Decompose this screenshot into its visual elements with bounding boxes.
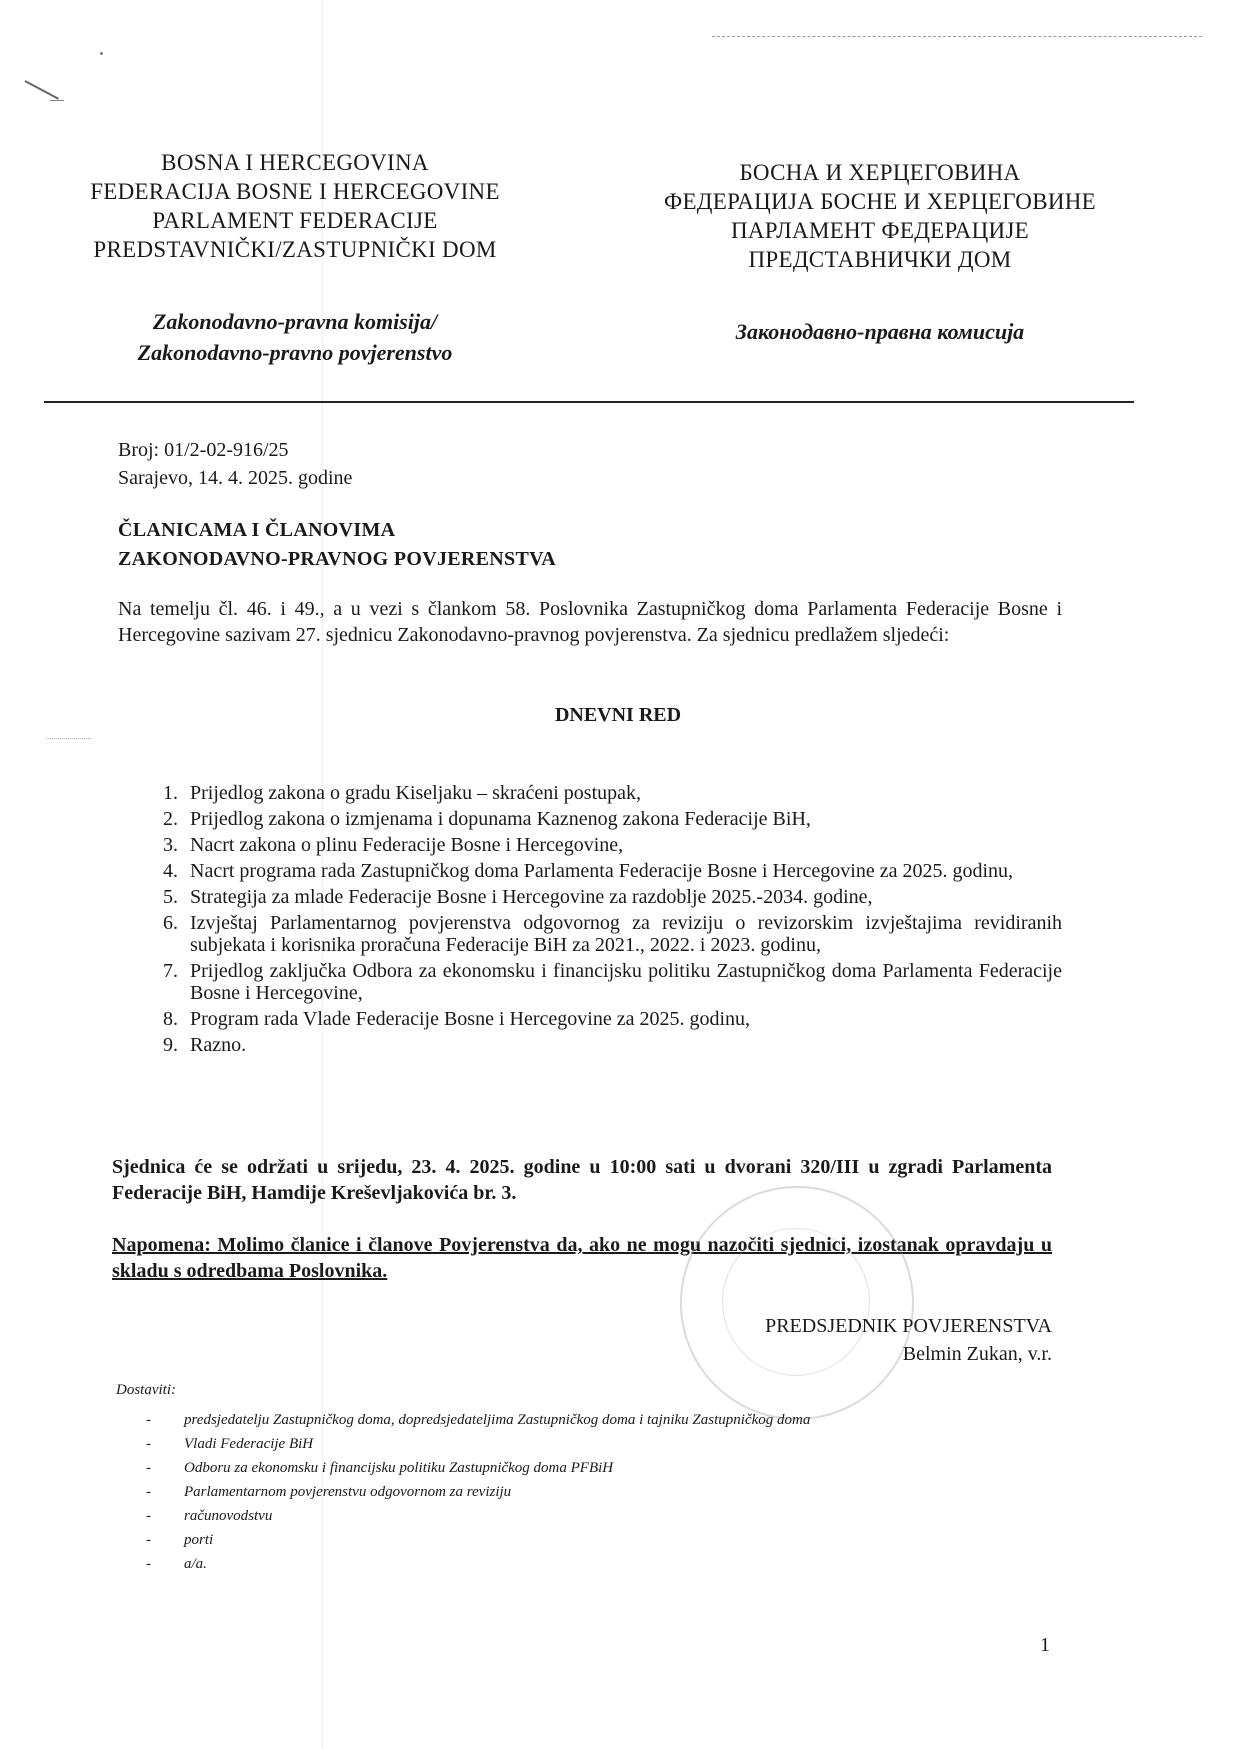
intro-paragraph: Na temelju čl. 46. i 49., a u vezi s člankom 58. Poslovnika Zastupničkog doma Parlamenta Federacije Bosne i Hercegovine sazivam 27. sjednicu Zakonodavno-pravnog povjerenstva. Za sjednicu predlažem sljedeći:	[118, 598, 1062, 646]
header-right-line: ФЕДЕРАЦИЈА БОСНЕ И ХЕРЦЕГОВИНЕ	[663, 189, 1097, 214]
header-right-line: ПАРЛАМЕНТ ФЕДЕРАЦИЈЕ	[730, 218, 1030, 243]
note: Napomena: Molimo članice i članove Povjerenstva da, ako ne mogu nazočiti sjednici, izostanak opravdaju u skladu s odredbama Poslovnika.	[112, 1234, 1052, 1282]
distribution-item-text: Vladi Federacije BiH	[184, 1436, 314, 1452]
agenda-item-text: Prijedlog zakona o gradu Kiseljaku – skraćeni postupak,	[190, 782, 641, 804]
header-left-line: PREDSTAVNIČKI/ZASTUPNIČKI DOM	[93, 237, 497, 262]
agenda-title: DNEVNI RED	[554, 704, 682, 726]
distribution-item-text: Parlamentarnom povjerenstvu odgovornom za reviziju	[184, 1484, 512, 1500]
agenda-item-number: 2.	[163, 808, 178, 830]
header-left-line: FEDERACIJA BOSNE I HERCEGOVINE	[90, 179, 500, 204]
committee-line: Zakonodavno-pravna komisija/	[152, 309, 438, 334]
agenda-list	[150, 782, 1062, 1060]
agenda-item-number: 6.	[163, 912, 178, 934]
agenda-item-text: Nacrt programa rada Zastupničkog doma Parlamenta Federacije Bosne i Hercegovine za 2025. godinu,	[190, 860, 1014, 882]
distribution-list	[140, 1408, 810, 1576]
agenda-item-text: Strategija za mlade Federacije Bosne i Hercegovine za razdoblje 2025.-2034. godine,	[190, 886, 873, 908]
agenda-item	[150, 860, 1062, 882]
agenda-item-number: 5.	[163, 886, 178, 908]
distribution-item-text: a/a.	[184, 1556, 207, 1572]
addressee-line: ČLANICAMA I ČLANOVIMA	[118, 519, 396, 541]
signature-name: Belmin Zukan, v.r.	[902, 1343, 1052, 1365]
agenda-item-text: Razno.	[190, 1034, 247, 1056]
header-right	[640, 158, 1120, 274]
header-left-line: PARLAMENT FEDERACIJE	[152, 208, 438, 233]
agenda-item	[150, 1034, 1062, 1056]
header-left-line: BOSNA I HERCEGOVINA	[161, 150, 429, 175]
agenda-item-number: 8.	[163, 1008, 178, 1030]
agenda-item-text: Nacrt zakona o plinu Federacije Bosne i Hercegovine,	[190, 834, 624, 856]
agenda-item	[150, 912, 1062, 956]
distribution-item: - Parlamentarnom povjerenstvu odgovornom za reviziju	[146, 1484, 512, 1500]
signature-block	[600, 1312, 1052, 1368]
header-left	[60, 148, 530, 264]
agenda-item-number: 9.	[163, 1034, 178, 1056]
addressee	[118, 516, 556, 574]
scan-dots	[46, 738, 91, 739]
document-number: Broj: 01/2-02-916/25	[118, 439, 289, 461]
distribution-item-text: Odboru za ekonomsku i financijsku politiku Zastupničkog doma PFBiH	[184, 1460, 614, 1476]
scan-mark	[50, 100, 64, 101]
agenda-item	[150, 782, 1062, 804]
agenda-item	[150, 960, 1062, 1004]
agenda-item	[150, 808, 1062, 830]
committee-name-latin	[60, 306, 530, 368]
session-notice: Sjednica će se održati u srijedu, 23. 4. 2025. godine u 10:00 sati u dvorani 320/III u zgradi Parlamenta Federacije BiH, Hamdije Kreševljakovića br. 3.	[112, 1156, 1052, 1204]
distribution-item-text: porti	[184, 1532, 214, 1548]
document-place-date: Sarajevo, 14. 4. 2025. godine	[118, 467, 353, 489]
agenda-item	[150, 886, 1062, 908]
distribution-item: - predsjedatelju Zastupničkog doma, dopredsjedateljima Zastupničkog doma i tajniku Zastupničkog doma	[146, 1412, 811, 1428]
committee-line: Zakonodavno-pravno povjerenstvo	[137, 340, 453, 365]
distribution-item: - porti	[146, 1532, 214, 1548]
scan-dot	[100, 52, 103, 55]
committee-name-cyrillic: Законодавно-правна комисија	[735, 319, 1025, 344]
signature-title: PREDSJEDNIK POVJERENSTVA	[765, 1315, 1052, 1337]
addressee-line: ZAKONODAVNO-PRAVNOG POVJERENSTVA	[118, 548, 556, 570]
distribution-item: - Vladi Federacije BiH	[146, 1436, 314, 1452]
distribution-item-text: računovodstvu	[184, 1508, 273, 1524]
distribution-item-text: predsjedatelju Zastupničkog doma, dopredsjedateljima Zastupničkog doma i tajniku Zastupničkog doma	[184, 1412, 811, 1428]
agenda-item	[150, 1008, 1062, 1030]
distribution-label: Dostaviti:	[116, 1382, 176, 1398]
scan-mark	[25, 80, 59, 100]
agenda-item-text: Prijedlog zakona o izmjenama i dopunama Kaznenog zakona Federacije BiH,	[190, 808, 811, 830]
distribution-item: - Odboru za ekonomsku i financijsku politiku Zastupničkog doma PFBiH	[146, 1460, 614, 1476]
agenda-item-number: 7.	[163, 960, 178, 982]
agenda-item-text: Prijedlog zaključka Odbora za ekonomsku i financijsku politiku Zastupničkog doma Parlamenta Federacije Bosne i Hercegovine,	[190, 960, 1062, 1004]
agenda-item-text: Izvještaj Parlamentarnog povjerenstva odgovornog za reviziju o revizorskim izvještajima revidiranih subjekata i korisnika proračuna Federacije BiH za 2021., 2022. i 2023. godinu,	[190, 912, 1062, 956]
official-stamp	[680, 1186, 914, 1420]
distribution-item: - računovodstvu	[146, 1508, 273, 1524]
header-divider	[44, 401, 1134, 403]
document-meta	[118, 436, 352, 492]
page-number: 1	[1040, 1634, 1050, 1656]
agenda-item-number: 4.	[163, 860, 178, 882]
agenda-item-number: 1.	[163, 782, 178, 804]
agenda-item-number: 3.	[163, 834, 178, 856]
header-right-line: ПРЕДСТАВНИЧКИ ДОМ	[748, 247, 1012, 272]
scan-top-rule	[712, 36, 1202, 37]
header-right-line: БОСНА И ХЕРЦЕГОВИНА	[739, 160, 1021, 185]
distribution-item: - a/a.	[146, 1556, 207, 1572]
agenda-item	[150, 834, 1062, 856]
agenda-item-text: Program rada Vlade Federacije Bosne i Hercegovine za 2025. godinu,	[190, 1008, 750, 1030]
